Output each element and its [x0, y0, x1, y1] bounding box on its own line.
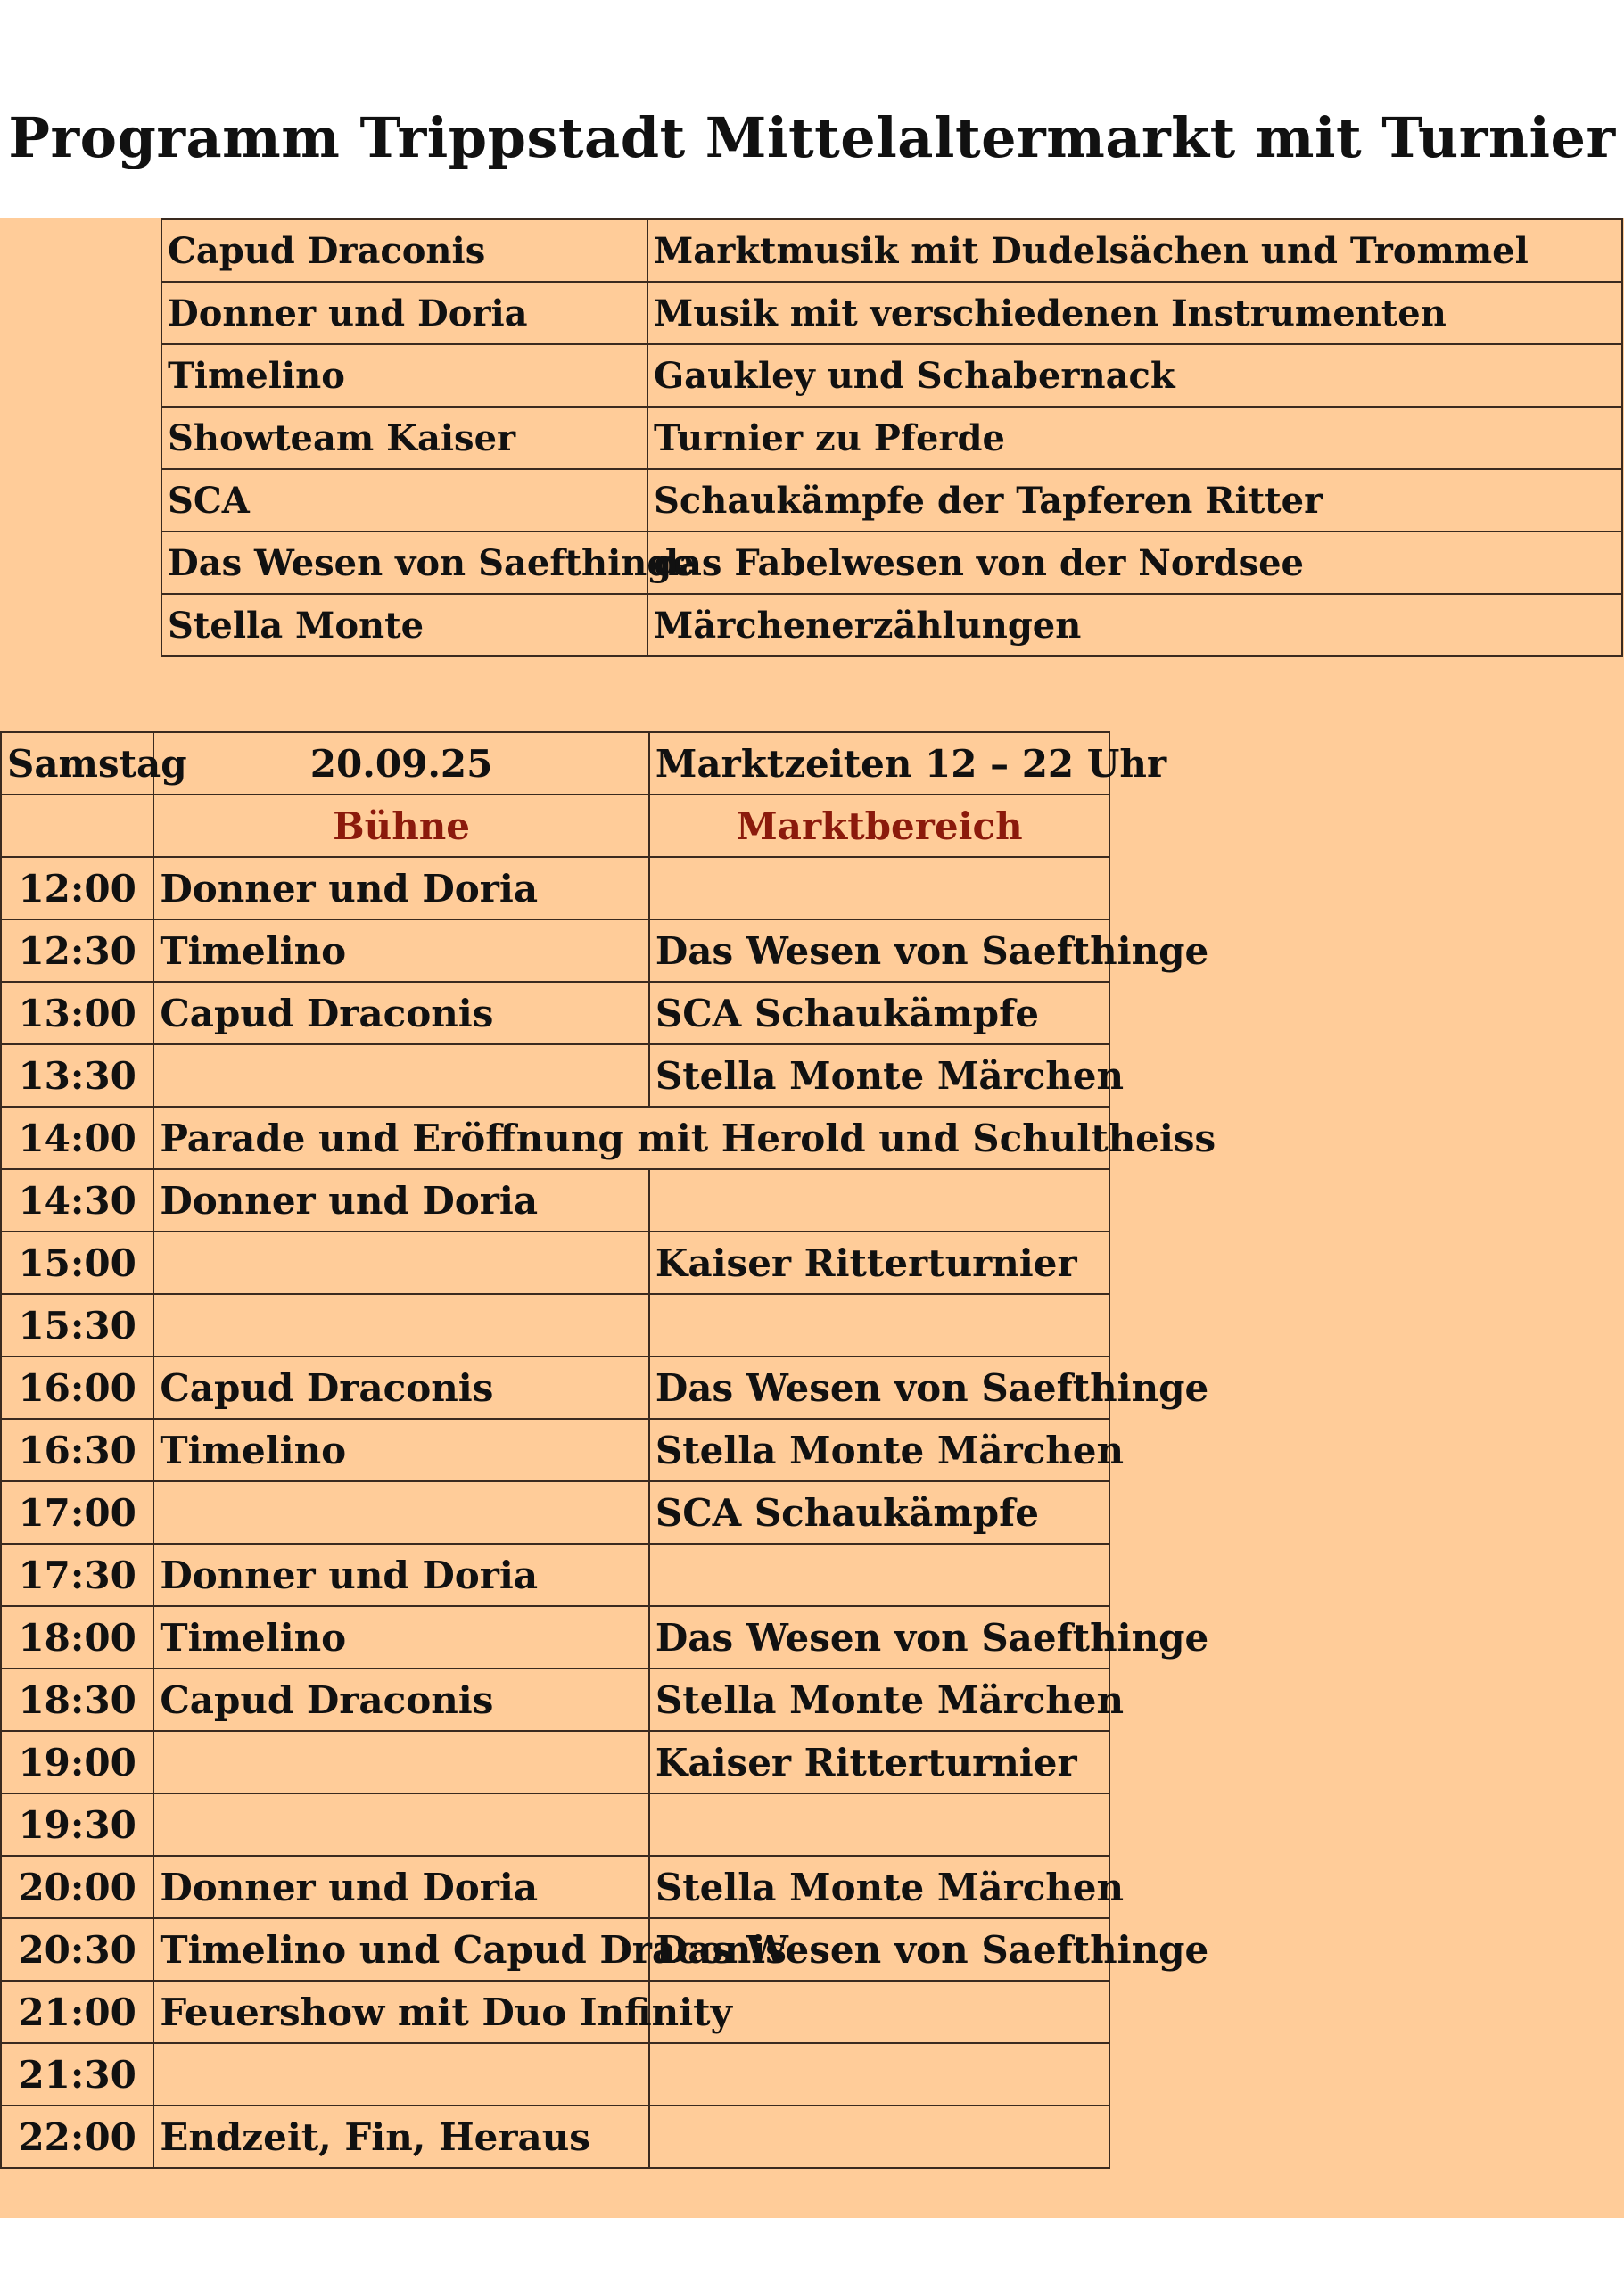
act-name: Stella Monte [161, 594, 647, 656]
time-slot: 12:00 [1, 857, 153, 919]
time-slot: 12:30 [1, 919, 153, 982]
act-name: Das Wesen von Saefthinge [161, 532, 647, 594]
market-entry: Das Wesen von Saefthinge [649, 1356, 1109, 1419]
schedule-row [1, 1107, 1109, 1169]
market-entry: Stella Monte Märchen [649, 1419, 1109, 1481]
schedule-row [1, 982, 1109, 1044]
market-entry [649, 1793, 1109, 1856]
act-description: Turnier zu Pferde [647, 407, 1622, 469]
schedule-row [1, 1294, 1109, 1356]
time-slot: 16:30 [1, 1419, 153, 1481]
act-row [161, 594, 1622, 656]
schedule-row [1, 1981, 1109, 2043]
act-row [161, 344, 1622, 407]
schedule-column-heading-row [1, 795, 1109, 857]
act-name: Donner und Doria [161, 282, 647, 344]
stage-entry: Feuershow mit Duo Infinity [153, 1981, 649, 2043]
stage-entry: Timelino und Capud Draconis [153, 1918, 649, 1981]
market-entry: Stella Monte Märchen [649, 1044, 1109, 1107]
schedule-row [1, 1544, 1109, 1606]
market-entry: Stella Monte Märchen [649, 1856, 1109, 1918]
schedule-row [1, 1044, 1109, 1107]
schedule-row [1, 2043, 1109, 2106]
stage-entry: Capud Draconis [153, 982, 649, 1044]
time-slot: 18:00 [1, 1606, 153, 1669]
schedule-row [1, 1669, 1109, 1731]
schedule-row [1, 1232, 1109, 1294]
act-row [161, 219, 1622, 282]
act-name: Showteam Kaiser [161, 407, 647, 469]
act-name: Capud Draconis [161, 219, 647, 282]
schedule-row [1, 2106, 1109, 2168]
time-slot: 18:30 [1, 1669, 153, 1731]
time-slot: 17:00 [1, 1481, 153, 1544]
schedule-rows [1, 857, 1216, 2168]
time-slot: 14:00 [1, 1107, 153, 1169]
stage-entry: Timelino [153, 1606, 649, 1669]
schedule-row [1, 1918, 1109, 1981]
stage-heading: Bühne [153, 795, 649, 857]
market-entry: Stella Monte Märchen [649, 1669, 1109, 1731]
schedule-row [1, 1481, 1109, 1544]
time-slot: 21:00 [1, 1981, 153, 2043]
time-slot: 16:00 [1, 1356, 153, 1419]
schedule-row [1, 1731, 1109, 1793]
time-slot: 13:00 [1, 982, 153, 1044]
time-heading-empty [1, 795, 153, 857]
market-entry [649, 1294, 1109, 1356]
time-slot: 13:30 [1, 1044, 153, 1107]
stage-entry: Capud Draconis [153, 1356, 649, 1419]
schedule-row [1, 1856, 1109, 1918]
time-slot: 15:30 [1, 1294, 153, 1356]
market-hours: Marktzeiten 12 – 22 Uhr [649, 732, 1109, 795]
schedule-table [0, 731, 1216, 2169]
act-description: Märchenerzählungen [647, 594, 1622, 656]
stage-entry [153, 1294, 649, 1356]
market-entry [649, 2106, 1109, 2168]
act-name: SCA [161, 469, 647, 532]
stage-entry: Parade und Eröffnung mit Herold und Schultheiss [153, 1107, 1109, 1169]
schedule-row [1, 1606, 1109, 1669]
stage-entry [153, 1232, 649, 1294]
act-row [161, 282, 1622, 344]
act-row [161, 532, 1622, 594]
stage-entry: Donner und Doria [153, 1169, 649, 1232]
stage-entry [153, 1793, 649, 1856]
market-entry [649, 857, 1109, 919]
time-slot: 19:00 [1, 1731, 153, 1793]
stage-entry: Donner und Doria [153, 1544, 649, 1606]
market-entry: Das Wesen von Saefthinge [649, 1918, 1109, 1981]
schedule-row [1, 1356, 1109, 1419]
day-label: Samstag [1, 732, 153, 795]
market-entry: Kaiser Ritterturnier [649, 1731, 1109, 1793]
schedule-header-row [1, 732, 1109, 795]
act-description: Marktmusik mit Dudelsächen und Trommel [647, 219, 1622, 282]
time-slot: 21:30 [1, 2043, 153, 2106]
market-entry: SCA Schaukämpfe [649, 982, 1109, 1044]
page-title: Programm Trippstadt Mittelaltermarkt mit Turnier [8, 105, 1616, 170]
time-slot: 15:00 [1, 1232, 153, 1294]
stage-entry [153, 1044, 649, 1107]
time-slot: 19:30 [1, 1793, 153, 1856]
act-description: Schaukämpfe der Tapferen Ritter [647, 469, 1622, 532]
schedule-row [1, 857, 1109, 919]
time-slot: 20:00 [1, 1856, 153, 1918]
time-slot: 20:30 [1, 1918, 153, 1981]
acts-table [161, 218, 1623, 657]
market-entry [649, 1169, 1109, 1232]
stage-entry: Timelino [153, 1419, 649, 1481]
act-description: das Fabelwesen von der Nordsee [647, 532, 1622, 594]
market-entry: Das Wesen von Saefthinge [649, 1606, 1109, 1669]
time-slot: 17:30 [1, 1544, 153, 1606]
stage-entry: Donner und Doria [153, 857, 649, 919]
schedule-row [1, 1793, 1109, 1856]
time-slot: 22:00 [1, 2106, 153, 2168]
stage-entry [153, 1731, 649, 1793]
acts-table-body [161, 219, 1622, 656]
market-entry: Das Wesen von Saefthinge [649, 919, 1109, 982]
market-heading: Marktbereich [649, 795, 1109, 857]
stage-entry [153, 2043, 649, 2106]
act-row [161, 407, 1622, 469]
act-description: Musik mit verschiedenen Instrumenten [647, 282, 1622, 344]
schedule-row [1, 1169, 1109, 1232]
act-row [161, 469, 1622, 532]
market-entry: Kaiser Ritterturnier [649, 1232, 1109, 1294]
time-slot: 14:30 [1, 1169, 153, 1232]
stage-entry: Capud Draconis [153, 1669, 649, 1731]
schedule-row [1, 1419, 1109, 1481]
stage-entry: Endzeit, Fin, Heraus [153, 2106, 649, 2168]
market-entry: SCA Schaukämpfe [649, 1481, 1109, 1544]
act-name: Timelino [161, 344, 647, 407]
date-label: 20.09.25 [153, 732, 649, 795]
schedule-row [1, 919, 1109, 982]
act-description: Gaukley und Schabernack [647, 344, 1622, 407]
stage-entry: Donner und Doria [153, 1856, 649, 1918]
stage-entry [153, 1481, 649, 1544]
market-entry [649, 1544, 1109, 1606]
stage-entry: Timelino [153, 919, 649, 982]
market-entry [649, 2043, 1109, 2106]
